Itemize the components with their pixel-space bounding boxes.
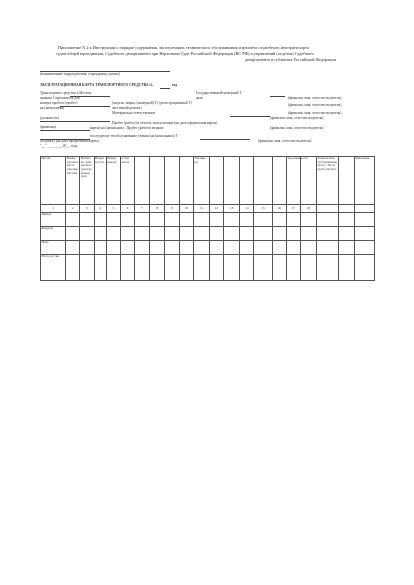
header-cell (272, 157, 286, 205)
form-mid-line-5: Материально ответственное (112, 111, 156, 115)
form-right-caption-4: (фамилия, имя, отчество водителя) (270, 116, 324, 120)
column-number (354, 205, 374, 213)
form-right-caption-1: (фамилия, имя, отчество водителя) (288, 96, 342, 100)
form-mid-line-4: частичный ремонт) (112, 106, 142, 110)
header-cell (339, 157, 354, 205)
form-mid-line-2: знак (196, 96, 203, 100)
header-cell: Топливо (л) (193, 157, 209, 205)
header-cell (209, 157, 223, 205)
form-left-line-1: Транспортное средство к Мосему (40, 91, 92, 95)
column-number: 4 (94, 205, 106, 213)
header-cell: Техническое обслуживание (ТО-1, ТО-2) (дата, пробег) (317, 157, 339, 205)
column-number: 6 (120, 205, 134, 213)
fill-rule (40, 130, 90, 131)
table-header-row (41, 157, 375, 205)
column-number: 14 (240, 205, 254, 213)
annex-header-line-1: Приложение N 2 к Инструкции о порядке содержания, эксплуатации, технического обслуживания и ремонта служебного автотранспорта (58, 45, 309, 50)
table-row (41, 255, 375, 281)
monthly-usage-table (40, 156, 375, 281)
fill-rule (40, 121, 110, 122)
org-name-caption: (наименование подразделения, учреждения, органа) (40, 72, 120, 76)
fill-rule (200, 139, 250, 140)
header-cell: Месяц (41, 157, 66, 205)
column-number: 2 (66, 205, 80, 213)
header-cell (179, 157, 193, 205)
fill-rule (230, 116, 270, 117)
form-left-line-4: на (начальника) (40, 106, 65, 110)
header-cell (135, 157, 150, 205)
header-cell: Номер путевого листа (сколько листов) (66, 157, 80, 205)
column-number: 16 (272, 205, 286, 213)
header-cell (165, 157, 179, 205)
column-number: 1 (41, 205, 66, 213)
fill-rule (70, 96, 110, 97)
form-left-line-8: "__" ________ 20__ года (40, 144, 78, 148)
header-cell (300, 157, 316, 205)
column-number: 5 (106, 205, 120, 213)
annex-header-line-2: судов общей юрисдикции, Судебного департамента при Верховном Суде Российской Федерации (ВС РФ) и управлений (отделов) Судебного (56, 51, 314, 56)
form-left-line-5: (должность) (40, 116, 59, 120)
header-cell: Задолженность (286, 157, 300, 205)
form-right-caption-2: (фамилия, имя, отчество водителя) (288, 103, 342, 107)
column-number: 18 (300, 205, 316, 213)
header-cell: в том числе (120, 157, 134, 205)
form-right-caption-3: (фамилия, имя, отчество водителя) (288, 111, 342, 115)
header-cell (224, 157, 240, 205)
form-left-line-7: (подпись) (на дата оформления карты) (40, 139, 99, 143)
form-left-line-6: (фамилия) (40, 125, 56, 129)
header-cell (150, 157, 165, 205)
row-label: Март (41, 241, 66, 255)
header-cell: Номер выезда (106, 157, 120, 205)
header-cell: Выпис- ка, день пробега (начало/ конец) (км) (80, 157, 94, 205)
column-number (317, 205, 339, 213)
header-cell (254, 157, 272, 205)
fill-rule (270, 96, 285, 97)
fill-rule (40, 139, 90, 140)
column-number (339, 205, 354, 213)
row-label: Февраль (41, 227, 66, 241)
column-number-row (41, 205, 375, 213)
form-right-caption-5: (фамилия, имя, отчество водителя) (270, 126, 324, 130)
column-number: 11 (193, 205, 209, 213)
column-number: 12 (209, 205, 223, 213)
form-mid-line-8: последующе техобслуживание учения (на (начальника) Т (90, 134, 178, 138)
row-label: Итого за I кв. (41, 255, 66, 281)
column-number: 9 (165, 205, 179, 213)
header-cell (240, 157, 254, 205)
fill-rule (60, 106, 110, 107)
form-mid-line-1: Государственный номерной Т (196, 91, 242, 95)
annex-header-line-3: департамента в субъектах Российской Федерации (245, 57, 336, 62)
form-left-line-2: приказа Страхователь для (40, 96, 80, 100)
card-year-suffix: год (172, 83, 178, 87)
form-mid-line-7: карты) на (начальник) , Пробег (работа) меньше (90, 126, 164, 130)
form-right-caption-6: (фамилия, имя, отчество водителя) (258, 139, 312, 143)
column-number: 17 (286, 205, 300, 213)
table-row (41, 213, 375, 227)
header-cell: Время в пути (94, 157, 106, 205)
column-number: 13 (224, 205, 240, 213)
column-number: 15 (254, 205, 272, 213)
header-cell: Замечания (354, 157, 374, 205)
form-mid-line-3: (модель, марка, (номерной) Т) (регистрационный Т) (112, 101, 192, 105)
column-number: 8 (150, 205, 165, 213)
column-number: 10 (179, 205, 193, 213)
card-title: ЭКСПЛУАТАЦИОННАЯ КАРТА ТРАНСПОРТНОГО СРЕДСТВА № (40, 83, 154, 87)
row-label: Январь (41, 213, 66, 227)
form-mid-line-6: Пробег (работа) в отчетах эксплуатации (на дата оформления карты) (112, 121, 218, 125)
column-number: 7 (135, 205, 150, 213)
column-number: 3 (80, 205, 94, 213)
table-row (41, 227, 375, 241)
table-row (41, 241, 375, 255)
card-number-rule (160, 88, 170, 89)
form-left-line-3: номера пробега (пробег) (40, 101, 78, 105)
